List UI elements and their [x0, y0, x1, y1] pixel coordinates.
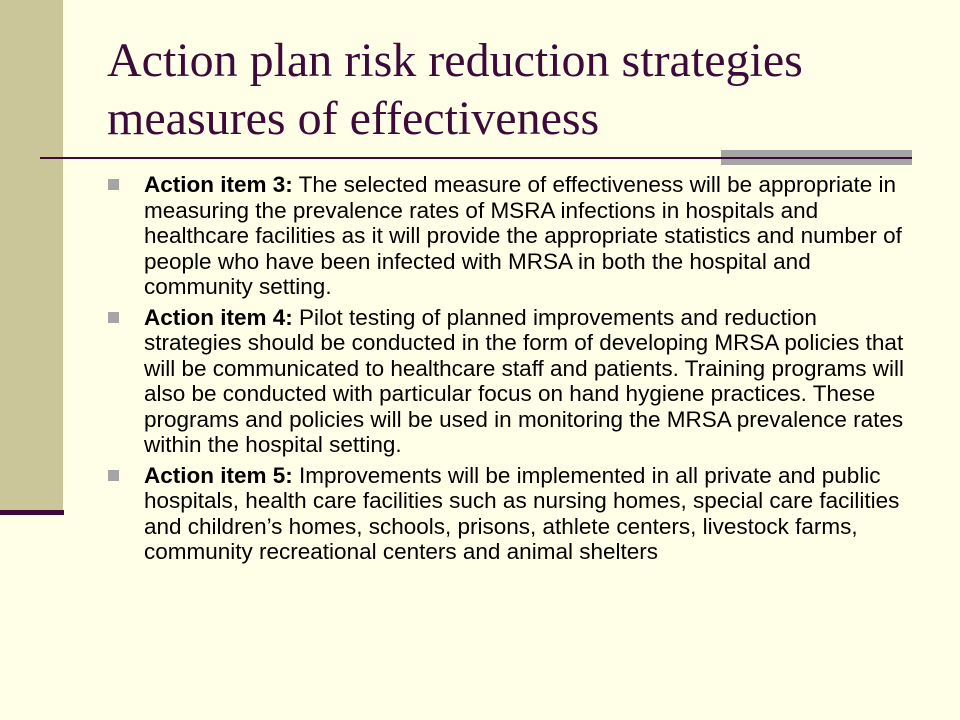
bullet-list	[106, 172, 906, 570]
square-bullet-icon	[108, 470, 119, 481]
item-text: Improvements will be implemented in all private and public hospitals, health care facilities such as nursing homes, special care facilities and children’s homes, schools, prisons, athlete centers, livestock farms, community recreational centers and animal shelters	[144, 462, 900, 564]
item-label: Action item 4:	[144, 304, 293, 330]
list-item-action-5	[106, 463, 906, 565]
slide-title-line-1: Action plan risk reduction strategies	[107, 34, 803, 87]
item-text: The selected measure of effectiveness will be appropriate in measuring the prevalence rates of MSRA infections in hospitals and healthcare facilities as it will provide the appropriate statistics and number of people who have been infected with MRSA in both the hospital and community setting.	[144, 172, 902, 299]
accent-bar-line	[721, 157, 912, 159]
list-item-action-3	[106, 172, 906, 300]
slide-title	[107, 32, 927, 148]
side-band	[0, 0, 63, 512]
item-text: Pilot testing of planned improvements and reduction strategies should be conducted in the form of developing MRSA policies that will be communicated to healthcare staff and patients. Training programs will also be conducted with particular focus on hand hygiene practices. These programs and policies will be used in monitoring the MRSA prevalence rates within the hospital setting.	[144, 304, 904, 457]
side-band-underline	[0, 510, 64, 515]
item-label: Action item 3:	[144, 172, 293, 197]
item-label: Action item 5:	[144, 462, 293, 488]
slide-title-line-2: measures of effectiveness	[107, 92, 600, 145]
square-bullet-icon	[108, 179, 119, 190]
list-item-action-4	[106, 305, 906, 458]
square-bullet-icon	[108, 312, 119, 323]
